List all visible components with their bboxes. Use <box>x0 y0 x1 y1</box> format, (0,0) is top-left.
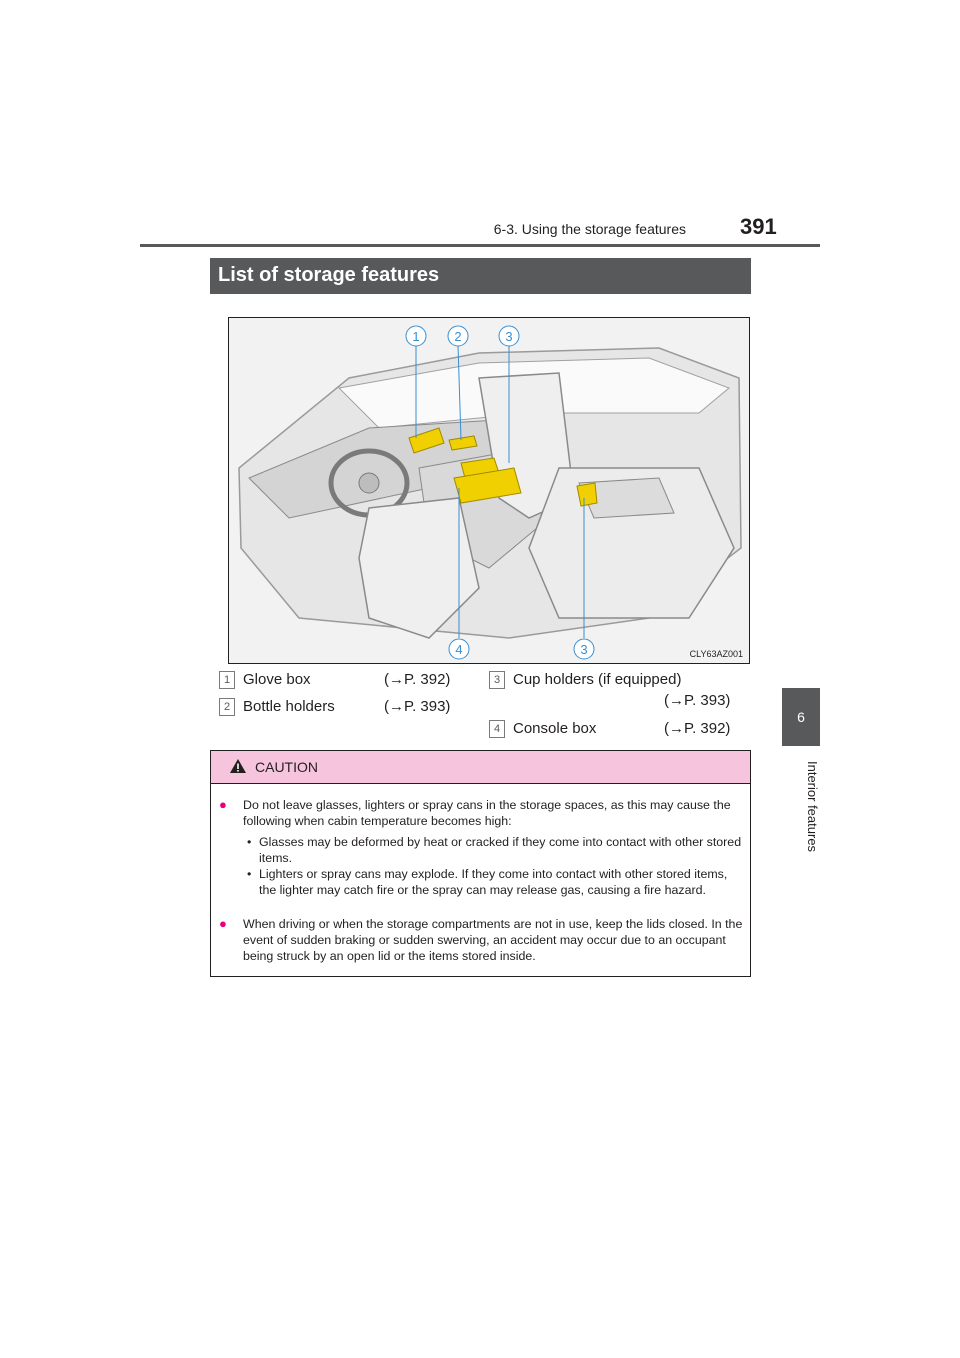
svg-text:1: 1 <box>412 329 420 344</box>
svg-text:3: 3 <box>580 642 588 657</box>
sub-bullet-dot-icon: • <box>247 835 252 849</box>
caution-title: CAUTION <box>255 759 318 775</box>
car-interior-figure <box>228 317 750 664</box>
legend-label-bottle-holders: Bottle holders <box>243 698 335 715</box>
page-number: 391 <box>740 214 777 239</box>
chapter-tab: 6 <box>782 688 820 746</box>
section-title: List of storage features <box>218 264 440 286</box>
legend-num-1: 1 <box>219 671 235 689</box>
svg-text:4: 4 <box>455 642 463 657</box>
warning-triangle-icon <box>229 758 247 774</box>
legend-label-cup-holders: Cup holders (if equipped) <box>513 671 682 688</box>
car-interior-illustration <box>229 318 750 664</box>
caution-sub-2-text: Lighters or spray cans may explode. If they come into contact with other stored items, the lighter may catch fire or the spray can may release gas, causing a fire hazard. <box>259 867 728 897</box>
caution-box <box>210 750 751 977</box>
legend-label-glove-box: Glove box <box>243 671 311 688</box>
callout-1 <box>406 326 426 346</box>
legend-ref-console-box[interactable]: (→P. 392) <box>664 720 731 737</box>
figure-code: CLY63AZ001 <box>689 649 743 659</box>
legend-num-2: 2 <box>219 698 235 716</box>
bullet-dot-icon: ● <box>219 916 227 931</box>
chapter-label: Interior features <box>805 761 820 853</box>
legend-label-console-box: Console box <box>513 720 597 737</box>
svg-text:3: 3 <box>505 329 513 344</box>
caution-bullet-1-text: Do not leave glasses, lighters or spray cans in the storage spaces, as this may cause the following when cabin temperature becomes high: <box>243 798 731 828</box>
sub-bullet-dot-icon: • <box>247 867 252 881</box>
caution-sub-1-text: Glasses may be deformed by heat or cracked if they come into contact with other stored items. <box>259 835 742 865</box>
legend-ref-cup-holders[interactable]: (→P. 393) <box>664 692 731 709</box>
caution-bullet-2-text: When driving or when the storage compartments are not in use, keep the lids closed. In the event of sudden braking or sudden swerving, an accident may occur due to an occupant being struck by an open lid or the items stored inside. <box>243 917 743 963</box>
legend-ref-glove-box[interactable]: (→P. 392) <box>384 671 451 688</box>
running-header: 6-3. Using the storage features <box>493 221 686 237</box>
legend-num-4: 4 <box>489 720 505 738</box>
legend-ref-bottle-holders[interactable]: (→P. 393) <box>384 698 451 715</box>
callout-4 <box>449 639 469 659</box>
callout-2 <box>448 326 468 346</box>
bullet-dot-icon: ● <box>219 797 227 812</box>
callout-3-bottom <box>574 639 594 659</box>
callout-3-top <box>499 326 519 346</box>
legend-num-3: 3 <box>489 671 505 689</box>
header-rule <box>140 244 820 247</box>
svg-text:2: 2 <box>454 329 462 344</box>
cup-holder-rear-highlight <box>577 483 597 506</box>
caution-header <box>211 751 750 784</box>
